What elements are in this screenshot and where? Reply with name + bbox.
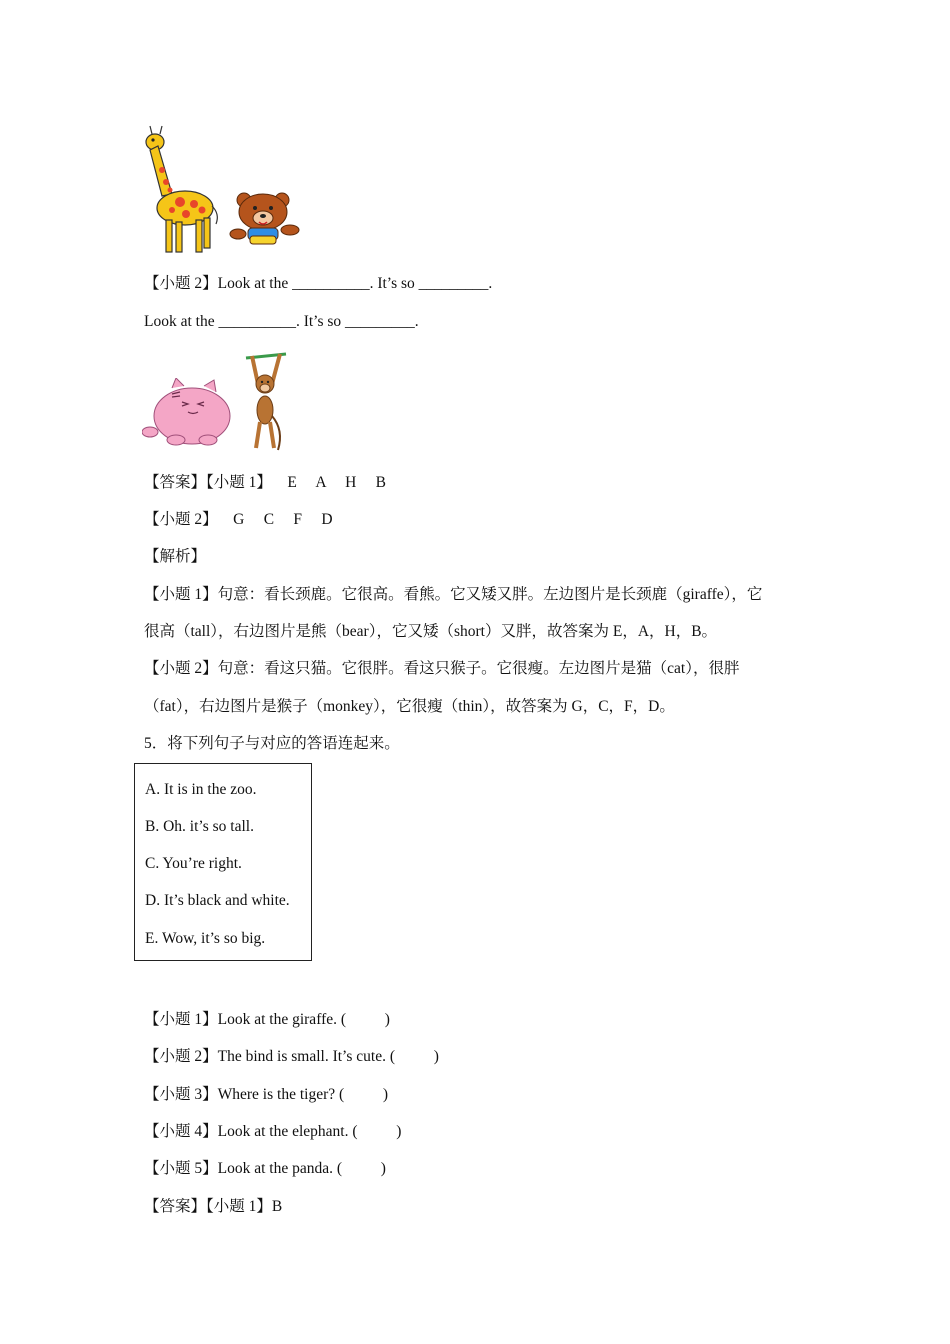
q4-answer-line-1: 【答案】【小题 1】 E A H B bbox=[144, 474, 386, 491]
giraffe-illustration bbox=[140, 124, 222, 256]
answer-options-box bbox=[134, 763, 312, 961]
bear-illustration bbox=[228, 190, 304, 252]
q4-analysis-header: 【解析】 bbox=[144, 548, 207, 565]
q5-question-1: 【小题 1】Look at the giraffe. ( ) bbox=[144, 1011, 390, 1028]
option-c: C. You’re right. bbox=[145, 855, 242, 872]
q5-question-5: 【小题 5】Look at the panda. ( ) bbox=[144, 1160, 386, 1177]
q5-question-2: 【小题 2】The bind is small. It’s cute. ( ) bbox=[144, 1048, 439, 1065]
q4-answer-line-2: 【小题 2】 G C F D bbox=[144, 511, 333, 528]
option-b: B. Oh. it’s so tall. bbox=[145, 818, 254, 835]
q4-analysis-2a: 【小题 2】句意：看这只猫。它很胖。看这只猴子。它很瘦。左边图片是猫（cat），很胖 bbox=[144, 660, 740, 677]
q4-q2-prompt-b: Look at the __________. It’s so _________. bbox=[144, 313, 419, 330]
q4-analysis-1a: 【小题 1】句意：看长颈鹿。它很高。看熊。它又矮又胖。左边图片是长颈鹿（giraffe），它 bbox=[144, 586, 763, 603]
q4-analysis-2b: （fat），右边图片是猴子（monkey），它很瘦（thin），故答案为 G，C，F，D。 bbox=[144, 698, 675, 715]
option-d: D. It’s black and white. bbox=[145, 892, 290, 909]
q5-question-3: 【小题 3】Where is the tiger? ( ) bbox=[144, 1086, 389, 1103]
q5-heading: 5．将下列句子与对应的答语连起来。 bbox=[144, 735, 400, 752]
q5-question-4: 【小题 4】Look at the elephant. ( ) bbox=[144, 1123, 402, 1140]
q4-analysis-1b: 很高（tall），右边图片是熊（bear），它又矮（short）又胖，故答案为 E，A，H，B。 bbox=[144, 623, 718, 640]
cat-illustration bbox=[142, 378, 234, 448]
option-a: A. It is in the zoo. bbox=[145, 781, 257, 798]
q4-q2-prompt-a: 【小题 2】Look at the __________. It’s so _________. bbox=[144, 275, 493, 292]
monkey-illustration bbox=[244, 350, 288, 460]
option-e: E. Wow, it’s so big. bbox=[145, 930, 266, 947]
q5-answer-line: 【答案】【小题 1】B bbox=[144, 1198, 283, 1215]
